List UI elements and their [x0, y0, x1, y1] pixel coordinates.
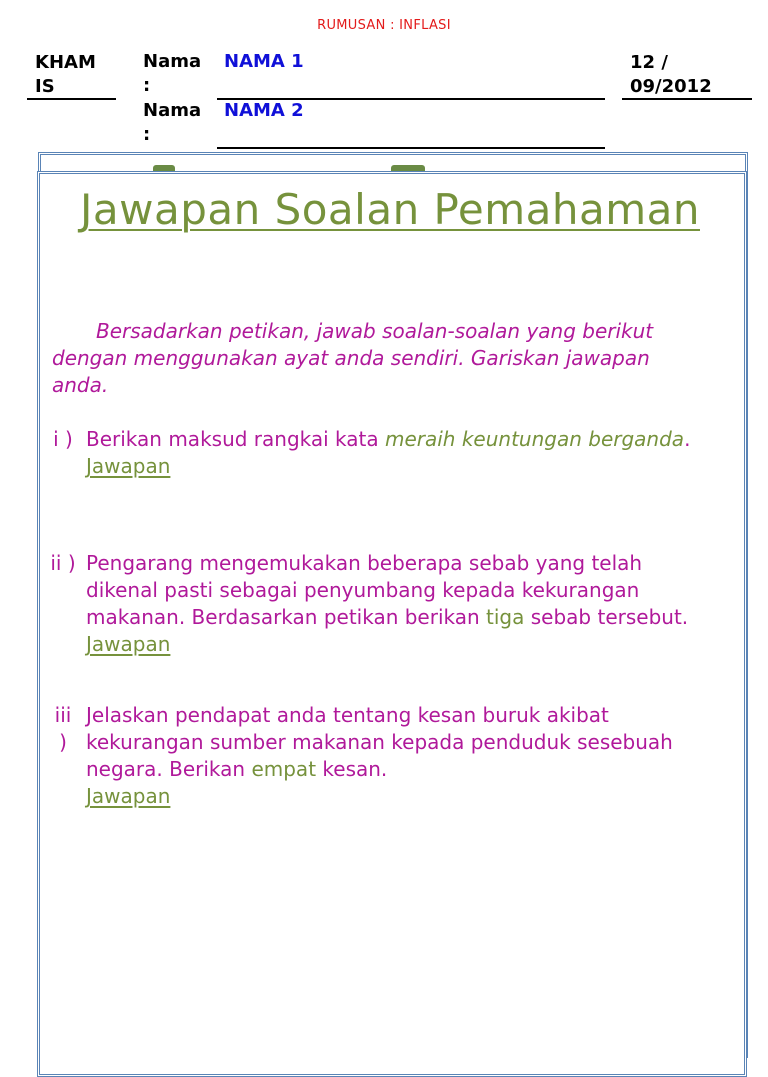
name-label-2: Nama : — [143, 100, 202, 145]
question-3-number: iii ) — [54, 703, 72, 754]
document-title: RUMUSAN : INFLASI — [317, 18, 451, 33]
question-3-highlight: empat — [251, 757, 317, 781]
question-2: Pengarang mengemukakan beberapa sebab yang telah dikenal pasti sebagai penyumbang kepada kekurangan makanan. Berdasarkan petikan berikan tiga sebab tersebut. Jawapan — [86, 550, 706, 658]
question-3-answer-label[interactable]: Jawapan — [86, 784, 171, 808]
instruction-text: Bersadarkan petikan, jawab soalan-soalan yang berikut dengan menggunakan ayat anda sendiri. Gariskan jawapan anda. — [52, 319, 654, 397]
section-heading: Jawapan Soalan Pemahaman — [80, 185, 700, 234]
question-1-number: i ) — [53, 427, 73, 451]
day-underline — [27, 98, 116, 100]
question-2-number: ii ) — [50, 551, 76, 575]
date-underline — [622, 98, 752, 100]
day-label: KHAM IS — [35, 52, 96, 97]
question-1: Berikan maksud rangkai kata meraih keuntungan berganda. Jawapan — [86, 426, 706, 480]
name-2-value: NAMA 2 — [224, 100, 304, 121]
question-3: Jelaskan pendapat anda tentang kesan buruk akibat kekurangan sumber makanan kepada penduduk sesebuah negara. Berikan empat kesan. Jawapan — [86, 702, 706, 810]
question-2-highlight: tiga — [486, 605, 525, 629]
name-2-underline — [217, 147, 605, 149]
question-1-highlight: meraih keuntungan berganda — [384, 427, 685, 451]
date-label: 12 / 09/2012 — [630, 52, 712, 97]
question-1-answer-label[interactable]: Jawapan — [86, 454, 171, 478]
name-1-value: NAMA 1 — [224, 51, 304, 72]
name-label-1: Nama : — [143, 51, 202, 96]
question-2-answer-label[interactable]: Jawapan — [86, 632, 171, 656]
